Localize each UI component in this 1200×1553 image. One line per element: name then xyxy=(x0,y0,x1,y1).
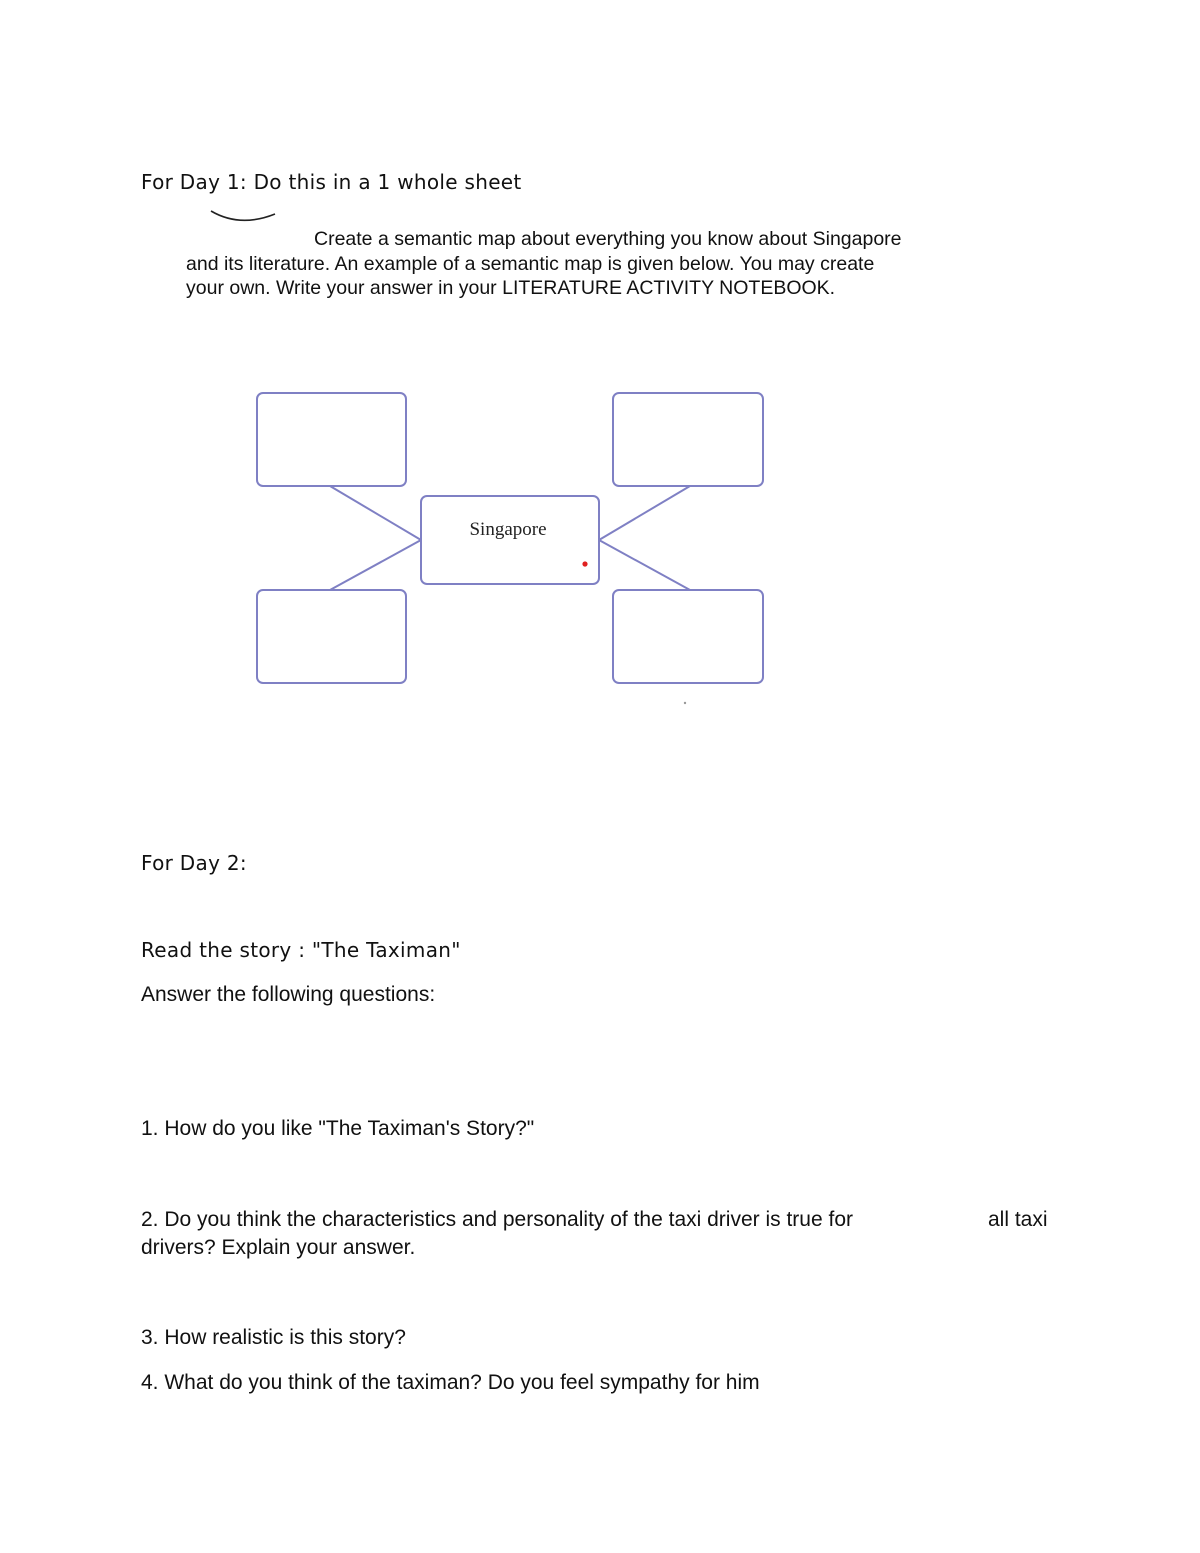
instruction-line: and its literature. An example of a semantic map is given below. You may create xyxy=(186,252,875,275)
instruction-line: Create a semantic map about everything you know about Singapore xyxy=(314,228,902,250)
question-3: 3. How realistic is this story? xyxy=(141,1326,406,1349)
map-center-label: Singapore xyxy=(469,519,547,540)
question-1: 1. How do you like "The Taximan's Story?" xyxy=(141,1117,535,1140)
answer-instruction: Answer the following questions: xyxy=(141,983,436,1006)
day2-heading: For Day 2: xyxy=(141,851,247,875)
read-story-line: Read the story : "The Taximan" xyxy=(141,938,461,962)
question-2: 2. Do you think the characteristics and personality of the taxi driver is true for xyxy=(141,1208,854,1231)
semantic-map xyxy=(0,0,1200,760)
instruction-line: your own. Write your answer in your LITERATURE ACTIVITY NOTEBOOK. xyxy=(186,277,836,299)
connector-top-left xyxy=(330,486,421,540)
map-box-top-left xyxy=(257,393,406,486)
stray-dot xyxy=(684,702,686,704)
connector-bottom-right xyxy=(599,540,690,590)
question-2-trailing: all taxi xyxy=(988,1208,1048,1231)
connector-top-right xyxy=(599,486,690,540)
day1-heading: For Day 1: Do this in a 1 whole sheet xyxy=(141,170,522,194)
map-box-center xyxy=(421,496,599,584)
question-2-continuation: drivers? Explain your answer. xyxy=(141,1236,416,1259)
connector-bottom-left xyxy=(330,540,421,590)
map-box-bottom-left xyxy=(257,590,406,683)
question-4: 4. What do you think of the taximan? Do you feel sympathy for him xyxy=(141,1371,760,1394)
map-box-top-right xyxy=(613,393,763,486)
red-dot xyxy=(582,561,587,566)
map-box-bottom-right xyxy=(613,590,763,683)
